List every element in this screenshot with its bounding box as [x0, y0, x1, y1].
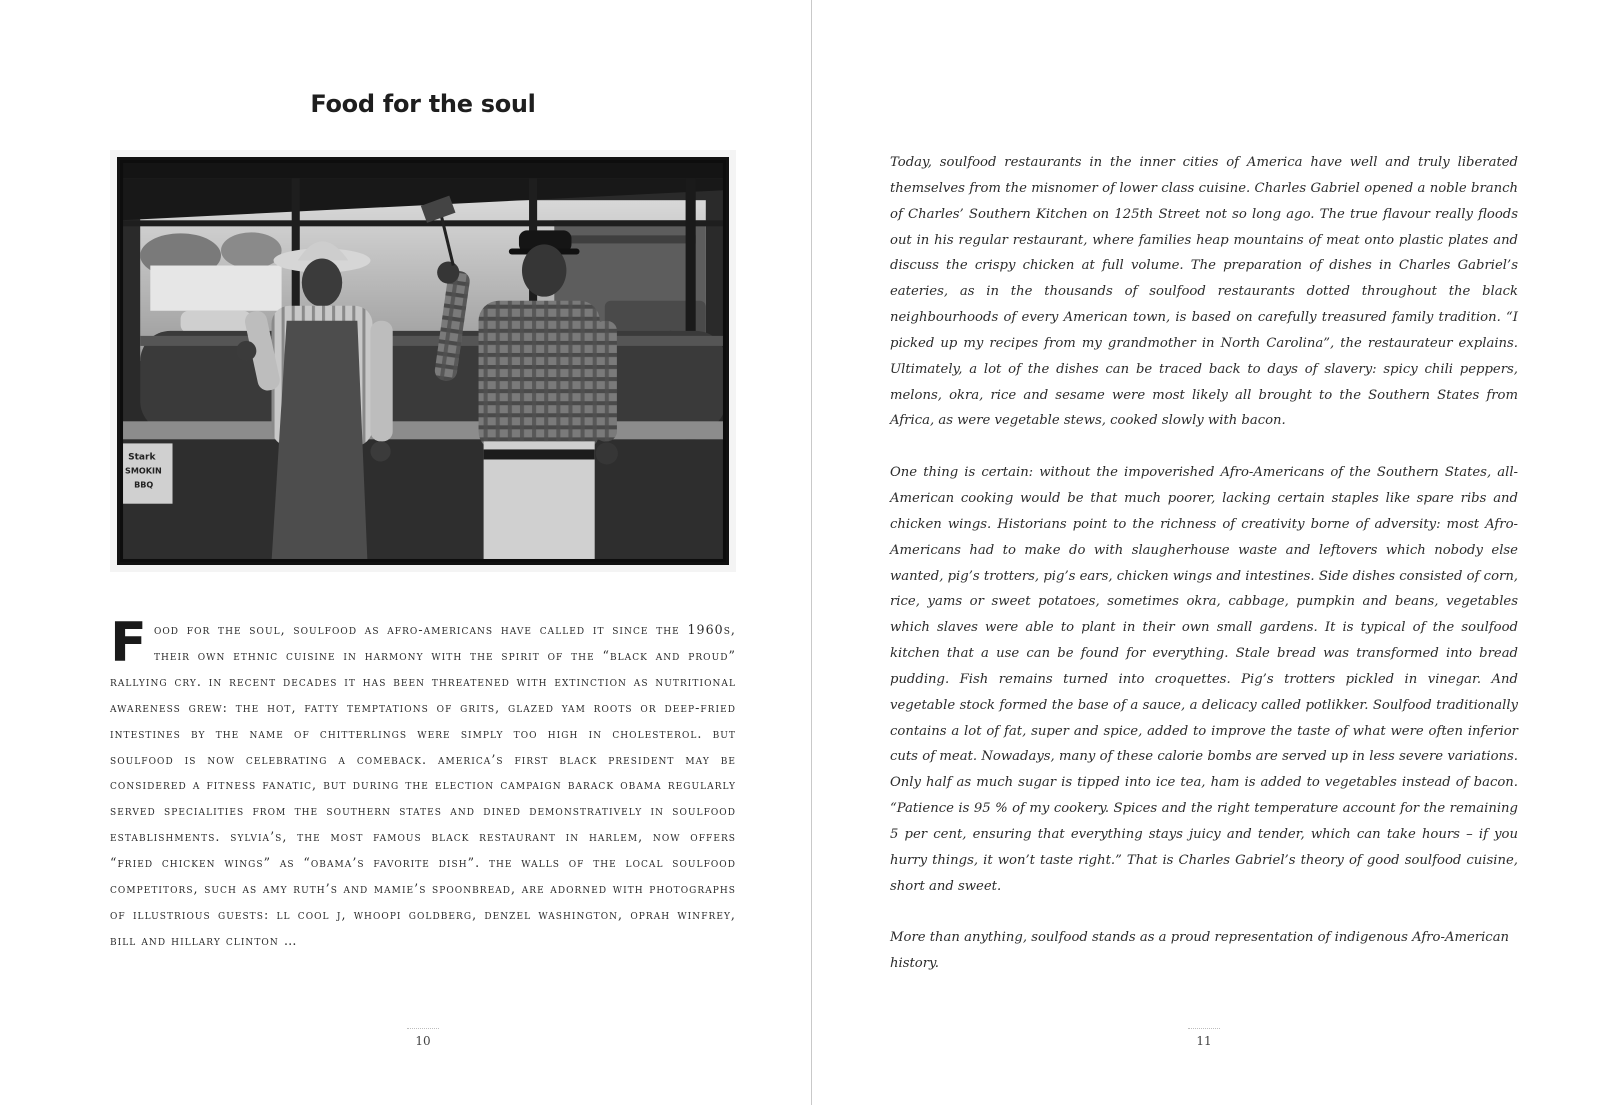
sign-line-1: Stark — [128, 452, 156, 463]
page-number-right: 11 — [1184, 1034, 1224, 1048]
page-number-left: 10 — [403, 1034, 443, 1048]
body-text — [890, 150, 1518, 1003]
bbq-photo — [117, 157, 729, 565]
body-paragraph-2: One thing is certain: without the impoverished Afro-Americans of the Southern States, all-American cooking would be that much poorer, lacking certain staples like spare ribs and chicken wings. Historians point to the richness of creativity borne of adversity: most Afro-Americans had to make do with slaugherhouse waste and leftovers which nobody else wanted, pig’s trotters, pig’s ears, chicken wings and intestines. Side dishes consisted of corn, rice, yams or sweet potatoes, sometimes okra, cabbage, pumpkin and beans, vegetables which slaves were able to plant in their own small gardens. It is typical of the soulfood kitchen that a use can be found for everything. Stale bread was transformed into bread pudding. Fish remains turned into croquettes. Pig’s trotters pickled in vinegar. And vegetable stock formed the base of a sauce, a delicacy called potlikker. Soulfood traditionally contains a lot of fat, super and spice, added to improve the taste of what were often inferior cuts of meat. Nowadays, many of these calorie bombs are served up in less severe variations. Only half as much sugar is tipped into ice tea, ham is added to vegetables instead of bacon. “Patience is 95 % of my cookery. Spices and the right temperature account for the remaining 5 per cent, ensuring that everything stays juicy and tender, which can take hours – if you hurry things, it won’t taste right.” That is Charles Gabriel’s theory of good soulfood cuisine, short and sweet. — [890, 465, 1518, 894]
bbq-photo-illustration — [120, 160, 726, 562]
lead-paragraph — [110, 611, 736, 954]
body-paragraph-1: Today, soulfood restaurants in the inner cities of America have well and truly liberated themselves from the misnomer of lower class cuisine. Charles Gabriel opened a noble branch of Charles’ Southern Kitchen on 125th Street not so long ago. The true flavour really floods out in his regular restaurant, where families heap mountains of meat onto plastic plates and discuss the crispy chicken at full volume. The preparation of dishes in Charles Gabriel’s eateries, as in the thousands of soulfood restaurants dotted throughout the black neighbourhoods of every American town, is based on carefully treasured family tradition. “I picked up my recipes from my grandmother in North Carolina”, the restaurateur explains. Ultimately, a lot of the dishes can be traced back to days of slavery: spicy chili peppers, melons, okra, rice and sesame were most likely all brought to the Southern States from Africa, as were vegetable stews, cooked slowly with bacon. — [890, 155, 1518, 429]
lead-text: ood for the soul, soulfood as afro-americans have called it since the 1960s, their own ethnic cuisine in harmony with the spirit of the “black and proud” rallying cry. in recent decades it has been threatened with extinction as nutritional awareness grew: the hot, fatty temptations of grits, glazed yam roots or deep-fried intestines by the name of chitterlings were simply too high in cholesterol. but soulfood is now celebrating a comeback. america’s first black president may be considered a fitness fanatic, but during the election campaign barack obama regularly served specialities from the southern states and dined demonstratively in soulfood establishments. sylvia’s, the most famous black restaurant in harlem, now offers “fried chicken wings” as “obama’s favorite dish”. the walls of the local soulfood competitors, such as amy ruth’s and mamie’s spoonbread, are adorned with photographs of illustrious guests: ll cool j, whoopi goldberg, denzel washington, oprah winfrey, bill and hillary clinton … — [110, 622, 736, 948]
book-gutter — [811, 0, 812, 1105]
body-paragraph-3: More than anything, soulfood stands as a proud representation of indigenous Afro-American history. — [890, 930, 1510, 972]
chapter-title: Food for the soul — [310, 90, 536, 118]
sign-line-2: SMOKIN — [125, 466, 162, 476]
sign-line-3: BBQ — [134, 480, 154, 490]
photo-frame — [110, 150, 736, 572]
drop-cap: F — [110, 611, 148, 674]
